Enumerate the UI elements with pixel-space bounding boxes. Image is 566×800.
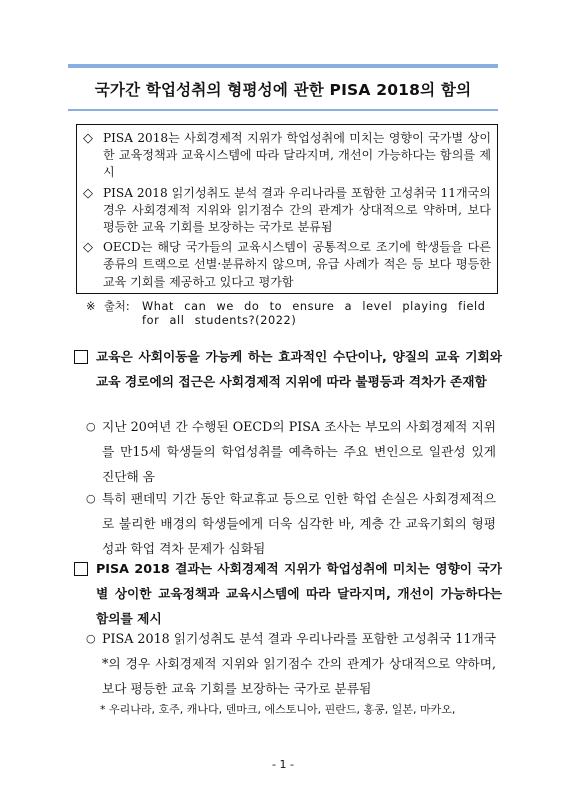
summary-text: PISA 2018 읽기성취도 분석 결과 우리나라를 포함한 고성취국 11개국의 경우 사회경제적 지위와 읽기점수 간의 관계가 상대적으로 약하며, 보다 평등한 교육 기회를 보장하는 국가로 분류됨 — [103, 185, 491, 235]
diamond-bullet-icon: ◇ — [83, 185, 93, 201]
summary-item — [83, 239, 491, 291]
diamond-bullet-icon: ◇ — [83, 240, 93, 256]
footnote: * 우리나라, 호주, 캐나다, 덴마크, 에스토니아, 핀란드, 홍콩, 일본, 마카오, — [100, 703, 456, 716]
summary-text: OECD는 해당 국가들의 교육시스템이 공통적으로 조기에 학생들을 다른 종류의 트랙으로 선별·분류하지 않으며, 유급 사례가 적은 등 보다 평등한 교육 기회를 제공하고 있다고 평가함 — [103, 240, 491, 289]
summary-box — [76, 124, 498, 294]
list-item — [86, 486, 496, 561]
list-item-text: 특히 팬데믹 기간 동안 학교휴교 등으로 인한 학업 손실은 사회경제적으로 불리한 배경의 학생들에게 더욱 심각한 바, 계층 간 교육기회의 형평성과 학업 격차 문제가 심화됨 — [102, 491, 496, 556]
reference-mark-icon: ※ — [86, 300, 96, 313]
circle-bullet-icon: ○ — [86, 420, 96, 433]
source-text: What can we do to ensure a level playing field for all students?(2022) — [142, 300, 486, 327]
list-item — [86, 414, 496, 489]
page-title: 국가간 학업성취의 형평성에 관한 PISA 2018의 함의 — [94, 81, 472, 99]
circle-bullet-icon: ○ — [86, 632, 96, 645]
summary-text: PISA 2018는 사회경제적 지위가 학업성취에 미치는 영향이 국가별 상이한 교육정책과 교육시스템에 따라 달라지며, 개선이 가능하다는 함의를 제시 — [103, 131, 491, 180]
diamond-bullet-icon: ◇ — [83, 131, 93, 146]
page-number: - 1 - — [272, 758, 294, 771]
list-item-text: 지난 20여년 간 수행된 OECD의 PISA 조사는 부모의 사회경제적 지위를 만15세 학생들의 학업성취를 예측하는 주요 변인으로 일관성 있게 진단해 옴 — [102, 419, 496, 484]
checkbox-square-icon — [74, 350, 88, 364]
section-heading — [72, 556, 502, 631]
list-item-text: PISA 2018 읽기성취도 분석 결과 우리나라를 포함한 고성취국 11개국*의 경우 사회경제적 지위와 읽기점수 간의 관계가 상대적으로 약하며, 보다 평등한 교육 기회를 보장하는 국가로 분류됨 — [102, 631, 496, 696]
section-heading-text: PISA 2018 결과는 사회경제적 지위가 학업성취에 미치는 영향이 국가별 상이한 교육정책과 교육시스템에 따라 달라지며, 개선이 가능하다는 함의를 제시 — [96, 561, 502, 626]
title-bottom-rule — [68, 109, 498, 111]
section-heading — [72, 344, 502, 394]
title-block — [68, 64, 498, 111]
summary-item — [83, 130, 491, 182]
source-label: 출처: — [104, 300, 130, 313]
checkbox-square-icon — [74, 562, 88, 576]
circle-bullet-icon: ○ — [86, 492, 96, 505]
source-note — [86, 300, 498, 328]
summary-item — [83, 185, 491, 237]
list-item — [86, 626, 496, 701]
section-heading-text: 교육은 사회이동을 가능케 하는 효과적인 수단이나, 양질의 교육 기회와 교육 경로에의 접근은 사회경제적 지위에 따라 불평등과 격차가 존재함 — [96, 349, 502, 389]
